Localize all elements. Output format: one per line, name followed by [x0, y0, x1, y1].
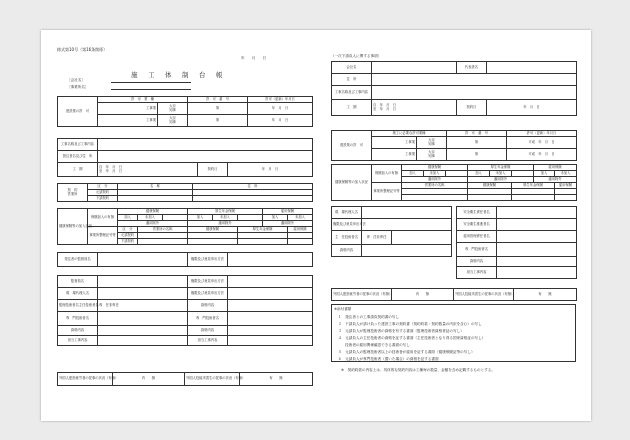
sub-insurance-table: [331, 164, 577, 201]
sub-rep-label: 代表者名: [457, 62, 487, 74]
office-label: ［事業所名］: [67, 85, 89, 89]
special-engineer-label: 専 門技術者名: [58, 312, 98, 326]
sub-ins-exempt-2: 適用除外: [468, 177, 534, 183]
prime-rights-label: 権限及び意見申出方法: [188, 276, 228, 288]
insurance-table: [57, 208, 313, 245]
sub-site-agent-label: 現 場代理人名: [332, 207, 362, 219]
permit-num-1: 第: [188, 103, 248, 115]
sub-special-label: 専 門技術者名: [457, 243, 497, 257]
sub-ins-opt-5: 加入: [534, 171, 555, 177]
permit-minister-2: 大臣 知事: [158, 115, 188, 127]
sub-period-label: 工 期: [332, 100, 372, 116]
permit-head-num: 許 可 番 号: [188, 97, 248, 103]
ins-exempt-2: 適用除外: [188, 221, 263, 227]
sub-contract-date-value: 年 月 日: [487, 100, 577, 116]
parties-head-name: 名 称: [118, 184, 193, 190]
period-from: 自: [99, 164, 103, 169]
sub-period-from: 自: [373, 102, 377, 107]
ins-head-pension: 厚生年金保険: [188, 209, 263, 215]
ins-opt-4: 未加入: [213, 215, 238, 221]
period-to-date: 年 月 日: [105, 168, 123, 173]
sub-ins-exempt-1: 適用除外: [402, 177, 468, 183]
prime-supervisor-label: 監督員名: [58, 276, 98, 288]
chief-engineer-label: 監理技術者名主任技術者名: [58, 300, 98, 312]
work-name-value: [98, 139, 313, 151]
sub-period-to: 至: [373, 106, 377, 111]
sub-ins-exempt-3: 適用除外: [534, 177, 577, 183]
sub-ins-label: 健康保険等の加入状況: [332, 165, 372, 201]
sub-work-label: 工事名称及び工事内容: [332, 86, 372, 100]
sub-ins-sub-pension: 厚生年金保険: [512, 183, 555, 189]
permit-works-1: 工事業: [98, 103, 158, 115]
period-range: [98, 163, 198, 177]
attachment-4b: 技術者の雇用関係確認できる書面の写し: [338, 343, 410, 347]
sub-ins-head-employ: 雇用保険: [534, 165, 577, 171]
safety-label: 安全衛生責任者名: [457, 207, 497, 219]
client-supervisor-table: [57, 252, 313, 267]
sub-ins-head-health: 健康保険: [402, 165, 468, 171]
ins-opt-3: 加入: [188, 215, 213, 221]
ins-opt-6: 未加入: [288, 215, 313, 221]
sub-ins-opt-4: 未加入: [490, 171, 512, 177]
attachment-2: ２ 下請負人が請け負った建設工事の契約書（契約約款・契約数量の内訳を含む）の写し: [338, 322, 482, 326]
ins-sub-kind: 区 分: [118, 227, 138, 233]
sub-permit-works-2: 工事業: [372, 149, 417, 161]
qual-label-2: 資格内容: [58, 326, 98, 336]
sub-permit-minister-1: 大臣 知事: [417, 137, 447, 149]
sub-permit-head-date: 許可（更新）年月日: [507, 131, 577, 137]
insurance-status-label: 保険加入の有無: [88, 209, 118, 227]
attachment-4: ４ 元請負人の主任技術者の資格を証する書面（主任技術者となり得る国家資格証の写し）: [338, 336, 486, 340]
sub-foreign-trainees-value: 有 無: [514, 289, 577, 301]
permit-head-type: 許 可 業 種: [98, 97, 188, 103]
page-title: 施 工 体 制 台 帳: [131, 71, 225, 79]
ins-opt-2: 未加入: [138, 215, 163, 221]
sub-permit-table: [331, 130, 577, 161]
sub-ins-opt-2: 未加入: [424, 171, 446, 177]
attachment-6: ６ 元請負人が専門技術者（置いた場合）の資格を証する書面: [338, 357, 439, 361]
attachment-1: １ 発注者との工事請負契約書の写し: [338, 315, 400, 319]
sub-permit-num-1: 第: [447, 137, 507, 149]
office-underline: [111, 89, 191, 90]
special-work-label-2: 担当工事内容: [188, 336, 228, 346]
sub-special-work-label: 担当工事内容: [457, 267, 497, 279]
client-rights-label: 権限及び意見申出方法: [188, 253, 228, 267]
employ-manager-label: 雇用管理責任者名: [457, 231, 497, 243]
full-time-label: 専 任非専任: [98, 300, 188, 312]
permit-date-1: 年 月 日: [248, 103, 313, 115]
sub-ins-opt-6: 未加入: [555, 171, 577, 177]
sub-permit-date-2: 平成 年 月 日: [507, 149, 577, 161]
special-engineer-label-2: 専 門技術者名: [188, 312, 228, 326]
sub-foreign-workers-value: 有 無: [392, 289, 454, 301]
sub-foreign-workers-label: 外国人建設就労者の従事の状況（有無）: [332, 289, 392, 301]
company-underline: [111, 82, 191, 83]
ins-opt-1: 加入: [118, 215, 138, 221]
sub-basic-table: [331, 61, 577, 116]
sub-period-range: [372, 100, 457, 116]
sub-ins-status-label: 保険加入の有無: [372, 165, 402, 183]
ins-exempt-1: 適用除外: [118, 221, 188, 227]
sub-permit-minister-2: 大臣 知事: [417, 149, 447, 161]
client-supervisor-label: 発注者の監督員名: [58, 253, 98, 267]
contract-date-label: 契約日: [198, 163, 228, 177]
period-label: 工 期: [58, 163, 98, 177]
parties-table: [57, 183, 313, 202]
sub-permit-works-1: 工事業: [372, 137, 417, 149]
period-to: 至: [99, 168, 103, 173]
ins-sub-pension: 厚生年金保険: [238, 227, 288, 233]
sub-period-to-date: 年 月 日: [379, 106, 397, 111]
company-label: ［会社名］: [67, 78, 85, 82]
sub-ins-head-pension: 厚生年金保険: [468, 165, 534, 171]
sub-auth-label: 権限及び意見申出方法: [332, 219, 362, 231]
sub-permit-head-num: 許 可 番 号: [447, 131, 507, 137]
period-from-date: 年 月 日: [105, 164, 123, 169]
foreign-workers-value: 有 無: [113, 373, 185, 386]
prime-supervisor-table: [57, 275, 313, 346]
sub-qual-label: 資格内容: [332, 245, 362, 257]
sub-ins-sub-employ: 雇用保険: [555, 183, 577, 189]
sub-ins-sub-health: 健康保険: [468, 183, 512, 189]
sub-ins-opt-1: 加入: [402, 171, 424, 177]
parties-head-kind: 区 分: [88, 184, 118, 190]
ins-head-employ: 雇用保険: [263, 209, 313, 215]
permit-num-2: 第: [188, 115, 248, 127]
contract-date-value: 年 月 日: [228, 163, 313, 177]
attachments-box: [331, 304, 576, 362]
sub-company-label: 会社名: [332, 62, 372, 74]
subcontractor-heading: （一次下請負人に関する事項）: [331, 54, 382, 58]
permit-date-2: 年 月 日: [248, 115, 313, 127]
parties-label: 契 約 営業所: [58, 184, 88, 202]
sub-address-label: 住 所: [332, 74, 372, 86]
qual-label-3: 資格内容: [188, 326, 228, 336]
sub-full-label: 専 任非専任: [362, 231, 392, 245]
ins-row-1: 元請契約: [118, 233, 138, 239]
sub-safety-table: [456, 206, 577, 279]
form-sheet: [41, 30, 591, 421]
date-label: 年 月 日: [241, 56, 267, 60]
sub-ins-office-label: 事業所整理記号等: [372, 183, 402, 201]
qual-label: 資格内容: [188, 300, 228, 312]
sub-contract-date-label: 契約日: [457, 100, 487, 116]
permit-table: [57, 96, 313, 127]
sub-permit-label: 建設業の許 可: [332, 131, 372, 161]
insurance-label: 健康保険等の加入状況: [58, 209, 88, 245]
permit-head-date: 許可（更新）年月日: [248, 97, 313, 103]
ins-opt-5: 加入: [263, 215, 288, 221]
foreign-table: [57, 372, 313, 386]
permit-minister-1: 大臣 知事: [158, 103, 188, 115]
work-name-label: 工事名称及び工事内容: [58, 139, 98, 151]
foreign-trainees-label: 外国人技能実習生の従事の状況（有無）: [185, 373, 240, 386]
special-work-label: 担当工事内容: [58, 336, 98, 346]
permit-works-2: 工事業: [98, 115, 158, 127]
parties-head-addr: 住 所: [193, 184, 313, 190]
sub-permit-head-type: 施工に必要な許可業種: [372, 131, 447, 137]
parties-row-1: 元請契約: [88, 190, 118, 196]
ins-head-health: 健康保険: [118, 209, 188, 215]
ins-exempt-3: 適用除外: [263, 221, 313, 227]
sub-permit-date-1: 平成 年 月 日: [507, 137, 577, 149]
footnote: ※ 契約約款の内容上は、具体的な契約内容は工種毎の数量、金額を含め記載するものとする。: [341, 368, 495, 372]
form-id: 様式第10号（第16条関係）: [57, 47, 108, 52]
attachment-3: ３ 元請負人が監理技術者の資格を有する書面（監理技術者資格者証の写し）: [338, 329, 464, 333]
sub-foreign-table: [331, 288, 577, 301]
ins-sub-health: 健康保険: [188, 227, 238, 233]
parties-row-2: 下請契約: [88, 196, 118, 202]
site-agent-label: 現 場代理人名: [58, 288, 98, 300]
foreign-trainees-value: 有 無: [240, 373, 313, 386]
agent-rights-label: 権限及び意見申出方法: [188, 288, 228, 300]
attachments-title: ※添付書類: [334, 307, 352, 311]
attachment-5: ５ 元請負人の監理技術者以上の技術者が雇用を証する書面（健康保険証等の写し）: [338, 350, 475, 354]
client-value: [98, 151, 313, 163]
sub-foreign-trainees-label: 外国人技能実習生の従事の状況（有無）: [454, 289, 514, 301]
sub-ins-sub-office: 営業所の名称: [402, 183, 468, 189]
ins-sub-office: 営業所の名称: [138, 227, 188, 233]
sub-period-from-date: 年 月 日: [379, 102, 397, 107]
sub-chief-label: 主 任技術者名: [332, 231, 362, 245]
sub-permit-num-2: 第: [447, 149, 507, 161]
contract-table: [57, 138, 313, 177]
sub-special-qual-label: 資格内容: [457, 257, 497, 267]
permit-label: 建設業の許 可: [58, 97, 98, 127]
ins-row-2: 下請契約: [118, 239, 138, 245]
client-label: 発注者名及び住 所: [58, 151, 98, 163]
sub-ins-opt-3: 加入: [468, 171, 490, 177]
sub-staff-table: [331, 206, 452, 257]
ins-sub-employ: 雇用保険: [288, 227, 313, 233]
safety-promo-label: 安全衛生推進者名: [457, 219, 497, 231]
ins-office-label: 事業所整理記号等: [88, 227, 118, 245]
foreign-workers-label: 外国人建設就労者の従事の状況（有無）: [58, 373, 113, 386]
